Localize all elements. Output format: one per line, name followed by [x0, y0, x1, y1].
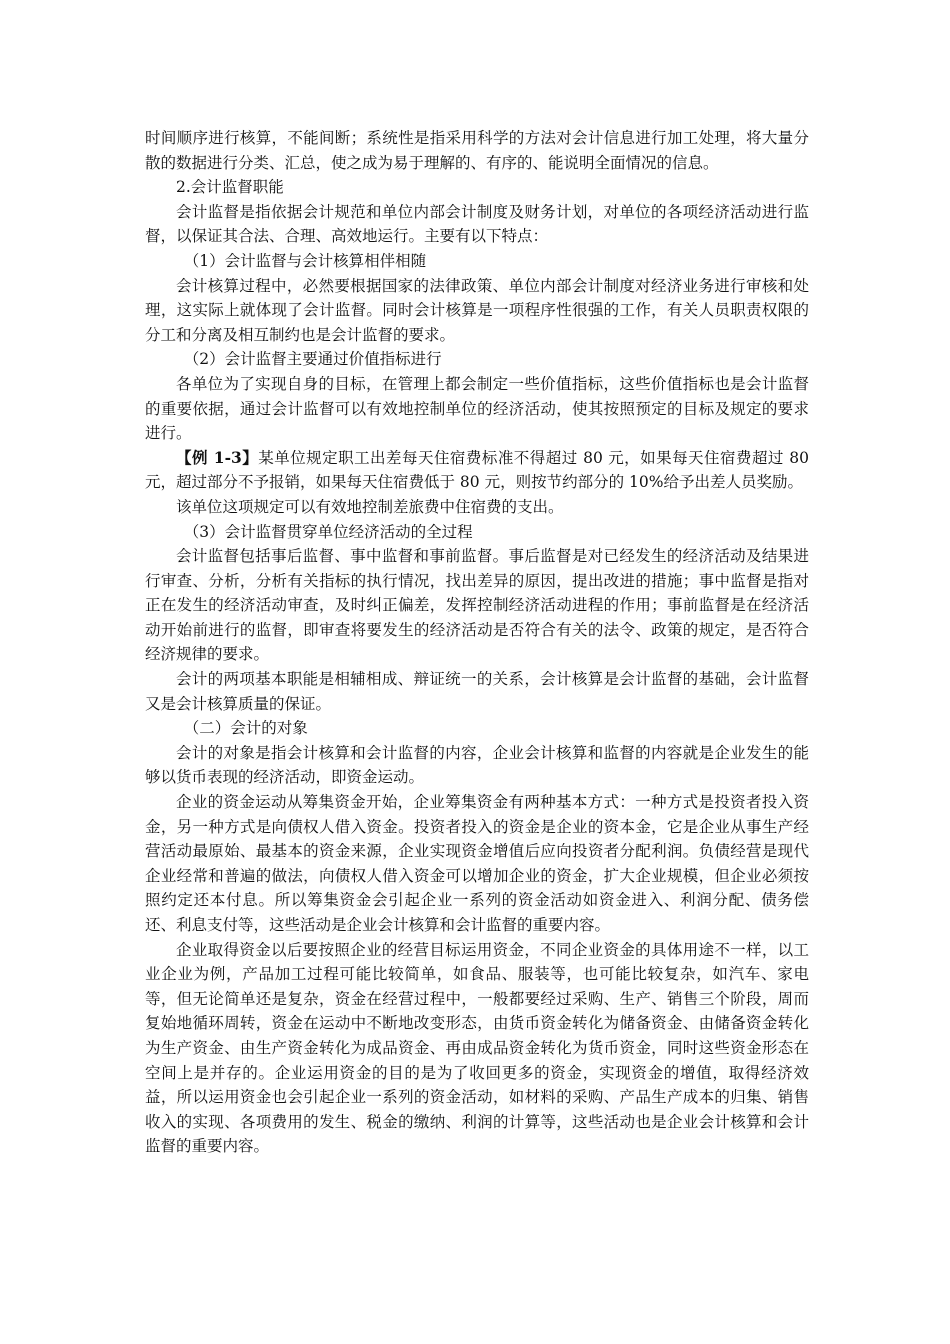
paragraph: 会计的两项基本职能是相辅相成、辩证统一的关系，会计核算是会计监督的基础，会计监督又是会计核算质量的保证。 — [145, 670, 809, 713]
example-text: 某单位规定职工出差每天住宿费标准不得超过 80 元，如果每天住宿费超过 80 元，超过部分不予报销，如果每天住宿费低于 80 元，则按节约部分的 10%给予出差人员奖励。 — [145, 448, 810, 492]
paragraph: 会计的对象是指会计核算和会计监督的内容，企业会计核算和监督的内容就是企业发生的能够以货币表现的经济活动，即资金运动。 — [145, 743, 809, 787]
paragraph: 企业取得资金以后要按照企业的经营目标运用资金，不同企业资金的具体用途不一样，以工业企业为例，产品加工过程可能比较简单，如食品、服装等，也可能比较复杂，如汽车、家电等，但无论简单还是复杂，资金在经营过程中，一般都要经过采购、生产、销售三个阶段，周而复始地循环周转，资金在运动中不断地改变形态，由货币资金转化为储备资金、由储备资金转化为生产资金、由生产资金转化为成品资金、再由成品资金转化为货币资金，同时这些资金形态在空间上是并存的。企业运用资金的目的是为了收回更多的资金，实现资金的增值，取得经济效益，所以运用资金也会引起企业一系列的资金活动，如材料的采购、产品生产成本的归集、销售收入的实现、各项费用的发生、税金的缴纳、利润的计算等，这些活动也是企业会计核算和会计监督的重要内容。 — [145, 940, 809, 1156]
subsection-heading: （1）会计监督与会计核算相伴相随 — [183, 251, 427, 270]
paragraph: 会计监督是指依据会计规范和单位内部会计制度及财务计划，对单位的各项经济活动进行监督，以保证其合法、合理、高效地运行。主要有以下特点： — [145, 202, 809, 246]
section-heading: 2.会计监督职能 — [176, 178, 284, 197]
example-paragraph — [145, 446, 809, 495]
section-heading: （二）会计的对象 — [183, 719, 308, 738]
paragraph: 企业的资金运动从筹集资金开始，企业筹集资金有两种基本方式：一种方式是投资者投入资金，另一种方式是向债权人借入资金。投资者投入的资金是企业的资本金，它是企业从事生产经营活动最原始、最基本的资金来源，企业实现资金增值后应向投资者分配利润。负债经营是现代企业经常和普遍的做法，向债权人借入资金可以增加企业的资金，扩大企业规模，但企业必须按照约定还本付息。所以筹集资金会引起企业一系列的资金活动如资金进入、利润分配、债务偿还、利息支付等，这些活动是企业会计核算和会计监督的重要内容。 — [145, 793, 809, 934]
document-body — [145, 126, 809, 1159]
paragraph: 会计监督包括事后监督、事中监督和事前监督。事后监督是对已经发生的经济活动及结果进行审查、分析，分析有关指标的执行情况，找出差异的原因，提出改进的措施；事中监督是指对正在发生的经济活动审查，及时纠正偏差，发挥控制经济活动进程的作用；事前监督是在经济活动开始前进行的监督，即审查将要发生的经济活动是否符合有关的法令、政策的规定，是否符合经济规律的要求。 — [145, 547, 809, 664]
paragraph: 会计核算过程中，必然要根据国家的法律政策、单位内部会计制度对经济业务进行审核和处理，这实际上就体现了会计监督。同时会计核算是一项程序性很强的工作，有关人员职责权限的分工和分离及相互制约也是会计监督的要求。 — [145, 276, 809, 344]
paragraph: 该单位这项规定可以有效地控制差旅费中住宿费的支出。 — [176, 497, 564, 516]
example-label: 【例 1-3】 — [176, 447, 259, 467]
subsection-heading: （3）会计监督贯穿单位经济活动的全过程 — [183, 522, 473, 541]
paragraph: 时间顺序进行核算，不能间断；系统性是指采用科学的方法对会计信息进行加工处理，将大量分散的数据进行分类、汇总，使之成为易于理解的、有序的、能说明全面情况的信息。 — [145, 129, 809, 172]
paragraph: 各单位为了实现自身的目标，在管理上都会制定一些价值指标，这些价值指标也是会计监督的重要依据，通过会计监督可以有效地控制单位的经济活动，使其按照预定的目标及规定的要求进行。 — [145, 374, 809, 443]
subsection-heading: （2）会计监督主要通过价值指标进行 — [183, 350, 442, 369]
